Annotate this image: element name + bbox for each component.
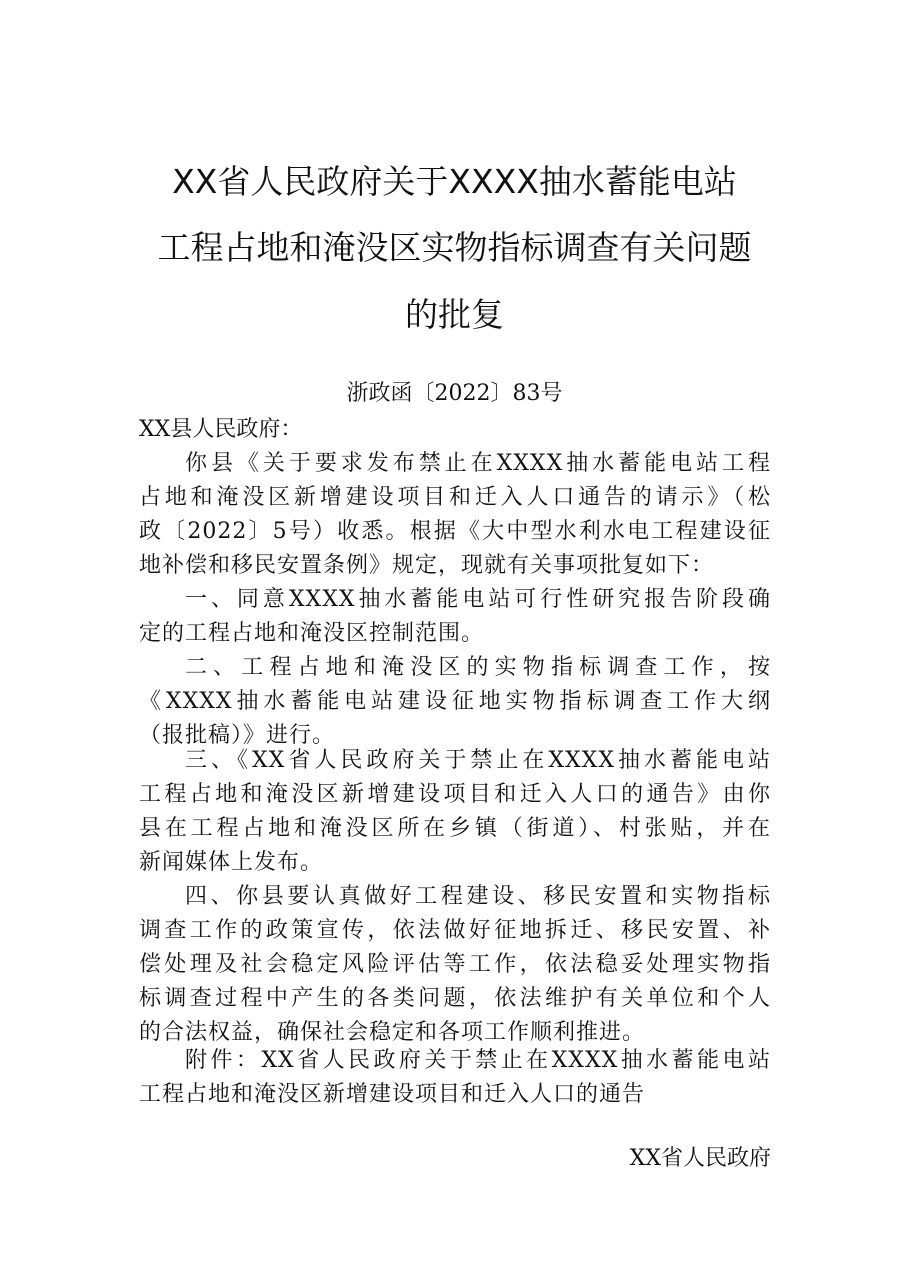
paragraph-item-2 xyxy=(139,651,771,753)
paragraph-item-4 xyxy=(139,880,771,1050)
paragraph-line: 占地和淹没区新增建设项目和迁入人口通告的请示》（松 xyxy=(139,485,771,510)
paragraph-line: 定的工程占地和淹没区控制范围。 xyxy=(139,621,485,646)
paragraph-line: 偿处理及社会稳定风险评估等工作，依法稳妥处理实物指 xyxy=(139,952,771,977)
paragraph-line: 一、同意XXXX抽水蓄能电站可行性研究报告阶段确 xyxy=(185,587,771,612)
paragraph-line: 新闻媒体上发布。 xyxy=(139,850,324,875)
title-line-3: 的批复 xyxy=(405,295,504,334)
paragraph-line: 地补偿和移民安置条例》规定，现就有关事项批复如下： xyxy=(139,553,715,578)
signature-issuer: XX省人民政府 xyxy=(629,1146,771,1171)
paragraph-line: （报批稿）》进行。 xyxy=(139,723,336,748)
paragraph-line: 二、工程占地和淹没区的实物指标调查工作，按 xyxy=(185,655,771,680)
paragraph-line: 工程占地和淹没区新增建设项目和迁入人口的通告》由你 xyxy=(139,782,771,807)
paragraph-line: 政〔2022〕5号）收悉。根据《大中型水利水电工程建设征 xyxy=(139,519,771,544)
paragraph-line: 县在工程占地和淹没区所在乡镇（街道）、村张贴，并在 xyxy=(139,816,771,841)
paragraph-line: 附件：XX省人民政府关于禁止在XXXX抽水蓄能电站 xyxy=(185,1048,771,1073)
paragraph-line: 的合法权益，确保社会稳定和各项工作顺利推进。 xyxy=(139,1020,646,1045)
paragraph-line: 标调查过程中产生的各类问题，依法维护有关单位和个人 xyxy=(139,986,771,1011)
paragraph-item-1 xyxy=(139,583,771,651)
document-number: 浙政函〔2022〕83号 xyxy=(346,381,563,406)
title-line-1: XX省人民政府关于XXXX抽水蓄能电站 xyxy=(172,162,737,201)
paragraph-line: 调查工作的政策宣传，依法做好征地拆迁、移民安置、补 xyxy=(139,918,771,943)
title-line-2: 工程占地和淹没区实物指标调查有关问题 xyxy=(157,228,752,267)
paragraph-attachment xyxy=(139,1044,771,1112)
paragraph-line: 三、《XX省人民政府关于禁止在XXXX抽水蓄能电站 xyxy=(185,748,771,773)
paragraph-line: 工程占地和淹没区新增建设项目和迁入人口的通告 xyxy=(139,1082,646,1107)
addressee: XX县人民政府： xyxy=(139,417,303,442)
paragraph-line: 四、你县要认真做好工程建设、移民安置和实物指标 xyxy=(185,884,771,909)
paragraph-line: 《XXXX抽水蓄能电站建设征地实物指标调查工作大纲 xyxy=(139,689,771,714)
paragraph-line: 你县《关于要求发布禁止在XXXX抽水蓄能电站工程 xyxy=(185,451,771,476)
paragraph-request-receipt xyxy=(139,447,771,583)
paragraph-item-3 xyxy=(139,744,771,880)
